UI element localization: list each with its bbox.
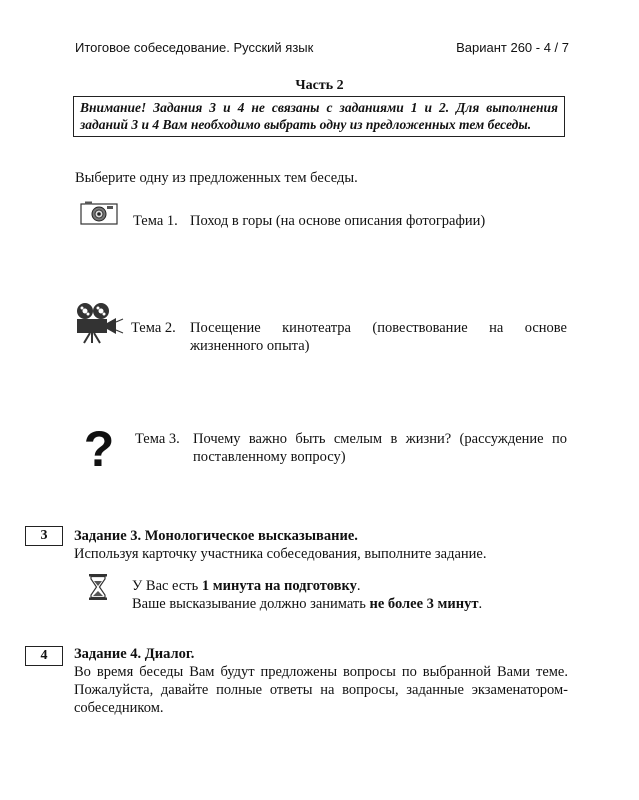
- prep-suffix: .: [356, 578, 361, 594]
- part-title: Часть 2: [295, 78, 344, 93]
- topic-1-text: Поход в горы (на основе описания фотографии): [190, 213, 486, 229]
- topic-3-text: Почему важно быть смелым в жизни? (рассуждение по поставленному вопросу): [193, 431, 567, 465]
- answer-suffix: .: [478, 596, 483, 612]
- task-3-timing: [132, 577, 568, 613]
- choose-prompt: Выберите одну из предложенных тем беседы.: [75, 170, 358, 186]
- answer-prefix: Ваше высказывание должно занимать: [132, 596, 370, 612]
- film-projector-icon: [72, 302, 124, 344]
- topic-2-text: Посещение кинотеатра (повествование на основе жизненного опыта): [190, 320, 567, 354]
- notice-box: Внимание! Задания 3 и 4 не связаны с заданиями 1 и 2. Для выполнения заданий 3 и 4 Вам необходимо выбрать одну из предложенных тем беседы.: [73, 96, 565, 137]
- task-3-instruction: Используя карточку участника собеседования, выполните задание.: [74, 546, 487, 562]
- task-4: [74, 645, 568, 717]
- topic-3-label: Тема 3.: [135, 431, 180, 447]
- variant-page-number: Вариант 260 - 4 / 7: [456, 40, 569, 55]
- prep-time-line: [132, 577, 568, 595]
- answer-time: не более 3 минут: [369, 596, 479, 612]
- hourglass-icon: [88, 573, 108, 601]
- task-3: [74, 527, 568, 563]
- topic-2-label: Тема 2.: [131, 320, 176, 336]
- svg-text:?: ?: [83, 422, 115, 472]
- header-title: Итоговое собеседование. Русский язык: [75, 40, 314, 55]
- camera-icon: [80, 200, 118, 226]
- answer-time-line: [132, 595, 568, 613]
- task-3-number-box: 3: [25, 526, 63, 546]
- topic-1-label: Тема 1.: [133, 213, 178, 229]
- prep-time: 1 минута на подготовку: [201, 578, 357, 594]
- prep-prefix: У Вас есть: [132, 578, 202, 594]
- task-4-title: Задание 4. Диалог.: [74, 646, 195, 662]
- question-mark-icon: [80, 422, 118, 472]
- task-3-title: Задание 3. Монологическое высказывание.: [74, 528, 358, 544]
- task-4-number-box: 4: [25, 646, 63, 666]
- task-4-text: Во время беседы Вам будут предложены вопросы по выбранной Вами теме. Пожалуйста, давайте полные ответы на вопросы, заданные экзаменатором-собеседником.: [74, 664, 568, 716]
